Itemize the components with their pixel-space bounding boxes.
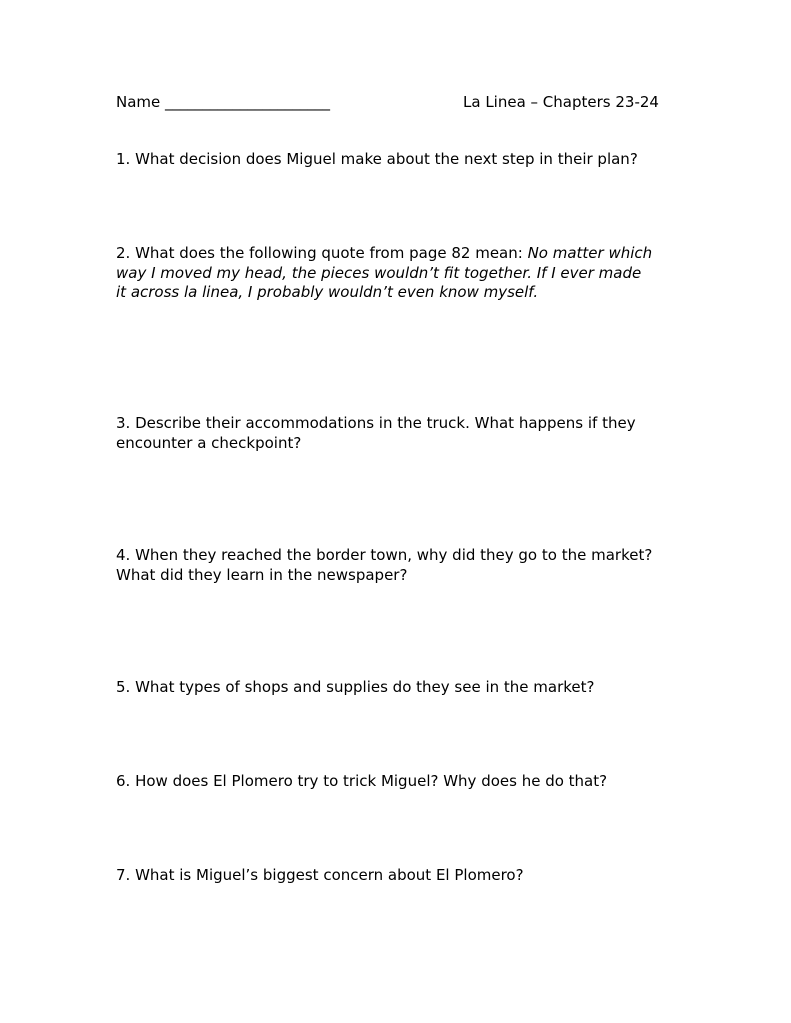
question-5: [116, 678, 676, 698]
question-7: [116, 866, 676, 886]
question-line: 1. What decision does Miguel make about the next step in their plan?: [116, 150, 638, 168]
question-4: [116, 546, 676, 585]
worksheet-title: La Linea – Chapters 23-24: [463, 93, 659, 111]
name-blank: ______________________: [165, 93, 331, 111]
name-field: [116, 93, 330, 112]
question-line: 7. What is Miguel’s biggest concern about El Plomero?: [116, 866, 524, 884]
quote-line: it across la linea, I probably wouldn’t even know myself.: [116, 283, 539, 301]
question-lead: 2. What does the following quote from page 82 mean:: [116, 244, 528, 262]
question-line: 5. What types of shops and supplies do they see in the market?: [116, 678, 595, 696]
question-2: [116, 244, 676, 303]
question-1: [116, 150, 676, 170]
question-line: [116, 244, 676, 264]
question-line: 4. When they reached the border town, why did they go to the market?: [116, 546, 653, 564]
question-line: 6. How does El Plomero try to trick Miguel? Why does he do that?: [116, 772, 608, 790]
name-label: Name: [116, 93, 161, 111]
question-line: 3. Describe their accommodations in the truck. What happens if they: [116, 414, 636, 432]
question-line: encounter a checkpoint?: [116, 433, 302, 452]
quote-line: way I moved my head, the pieces wouldn’t fit together. If I ever made: [116, 263, 642, 282]
question-line: What did they learn in the newspaper?: [116, 565, 408, 584]
quote-text: No matter which: [527, 244, 653, 262]
question-6: [116, 772, 676, 792]
question-3: [116, 414, 676, 453]
